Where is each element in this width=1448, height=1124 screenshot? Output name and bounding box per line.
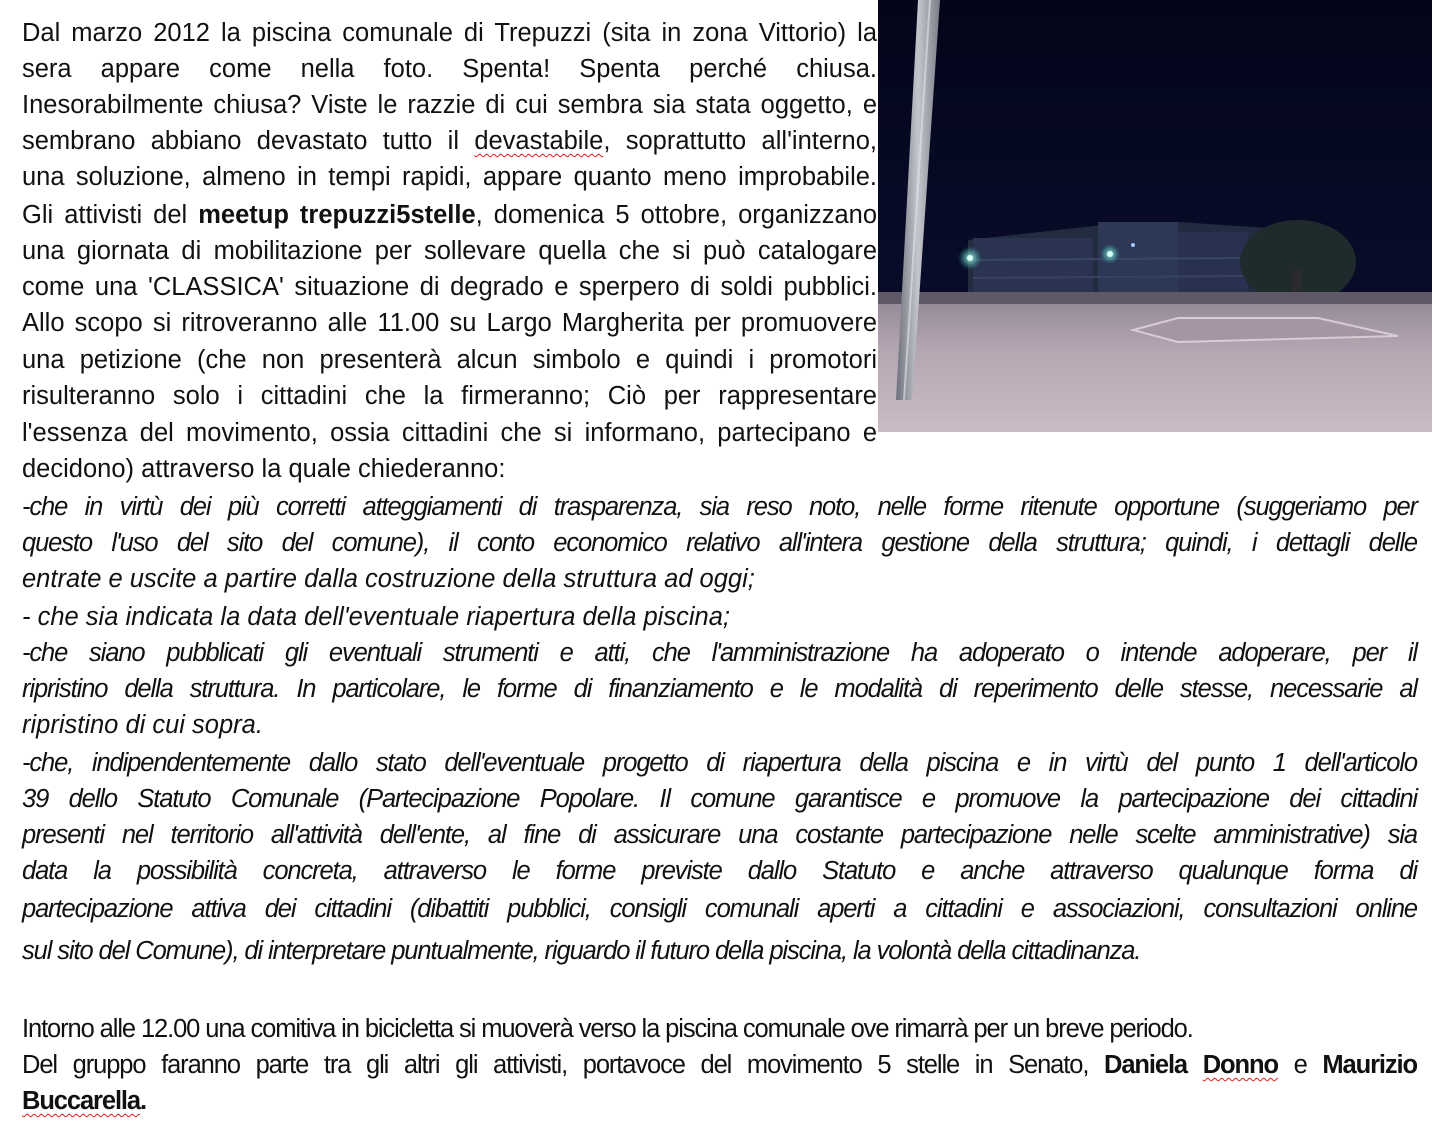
request-line-1: -che in virtù dei più corretti atteggiamenti di trasparenza, sia reso noto, nelle forme ritenute opportune (suggeriamo per	[22, 493, 1417, 521]
intro-line-11: risulteranno solo i cittadini che la firmeranno; Ciò per rappresentare	[22, 382, 877, 410]
intro-line-2: sera appare come nella foto. Spenta! Spenta perché chiusa.	[22, 55, 877, 83]
request-line-8: -che, indipendentemente dallo stato dell'eventuale progetto di riapertura della piscina e in virtù del punto 1 dell'articolo	[22, 749, 1417, 777]
intro-line-10: una petizione (che non presenterà alcun simbolo e quindi i promotori	[22, 346, 877, 374]
intro-line-6-text-a: Gli attivisti del	[22, 201, 199, 229]
pool-night-photo	[878, 0, 1432, 432]
intro-line-13: decidono) attraverso la quale chiederanno:	[22, 455, 506, 483]
intro-line-9: Allo scopo si ritroveranno alle 11.00 su Largo Margherita per promuovere	[22, 309, 877, 337]
closing-line-2	[22, 1048, 1417, 1082]
spellcheck-word-devastabile: devastabile	[474, 127, 604, 155]
night-pool-photo-icon	[878, 0, 1432, 432]
closing-line-1: Intorno alle 12.00 una comitiva in bicicletta si muoverà verso la piscina comunale ove rimarrà per un breve periodo.	[22, 1015, 1193, 1043]
intro-line-4-text-a: sembrano abbiano devastato tutto il	[22, 127, 475, 155]
request-line-9: 39 dello Statuto Comunale (Partecipazione Popolare. Il comune garantisce e promuove la partecipazione dei cittadini	[22, 785, 1417, 813]
closing-period: .	[140, 1087, 146, 1115]
request-line-7: ripristino di cui sopra.	[22, 711, 263, 739]
request-line-4: - che sia indicata la data dell'eventuale riapertura della piscina;	[22, 603, 730, 631]
closing-conjunction: e	[1277, 1051, 1323, 1079]
intro-line-5: una soluzione, almeno in tempi rapidi, appare quanto meno improbabile.	[22, 163, 877, 191]
meetup-name: meetup trepuzzi5stelle	[198, 201, 476, 229]
closing-line-3	[22, 1084, 1417, 1118]
intro-line-6	[22, 198, 877, 232]
request-line-2: questo l'uso del sito del comune), il conto economico relativo all'intera gestione della struttura; quindi, i dettagli delle	[22, 529, 1417, 557]
intro-line-1: Dal marzo 2012 la piscina comunale di Trepuzzi (sita in zona Vittorio) la	[22, 19, 877, 47]
intro-line-6-text-b: , domenica 5 ottobre, organizzano	[475, 201, 877, 229]
request-line-11: data la possibilità concreta, attraverso le forme previste dallo Statuto e anche attraverso qualunque forma di	[22, 857, 1417, 885]
request-line-3: entrate e uscite a partire dalla costruzione della struttura ad oggi;	[22, 565, 755, 593]
intro-line-4-text-b: , soprattutto all'interno,	[603, 127, 877, 155]
intro-line-4	[22, 124, 877, 158]
request-line-10: presenti nel territorio all'attività dell'ente, al fine di assicurare una costante partecipazione nelle scelte amministrative) sia	[22, 821, 1417, 849]
request-line-6: ripristino della struttura. In particolare, le forme di finanziamento e le modalità di reperimento delle stesse, necessarie al	[22, 675, 1417, 703]
closing-line-2-text: Del gruppo faranno parte tra gli altri gli attivisti, portavoce del movimento 5 stelle in Senato,	[22, 1051, 1104, 1079]
intro-line-8: come una 'CLASSICA' situazione di degrado e sperpero di soldi pubblici.	[22, 273, 877, 301]
request-line-12: partecipazione attiva dei cittadini (dibattiti pubblici, consigli comunali aperti a cittadini e associazioni, consultazioni online	[22, 895, 1417, 923]
spellcheck-word-donno: Donno	[1202, 1051, 1278, 1079]
name-maurizio: Maurizio	[1322, 1051, 1417, 1079]
request-line-13: sul sito del Comune), di interpretare puntualmente, riguardo il futuro della piscina, la volontà della cittadinanza.	[22, 937, 1141, 965]
request-line-5: -che siano pubblicati gli eventuali strumenti e atti, che l'amministrazione ha adoperato o intende adoperare, per il	[22, 639, 1417, 667]
intro-line-3: Inesorabilmente chiusa? Viste le razzie di cui sembra sia stata oggetto, e	[22, 91, 877, 119]
intro-line-7: una giornata di mobilitazione per sollevare quella che si può catalogare	[22, 237, 877, 265]
intro-line-12: l'essenza del movimento, ossia cittadini che si informano, partecipano e	[22, 419, 877, 447]
name-daniela: Daniela	[1104, 1051, 1188, 1079]
spellcheck-word-buccarella: Buccarella	[22, 1087, 140, 1115]
